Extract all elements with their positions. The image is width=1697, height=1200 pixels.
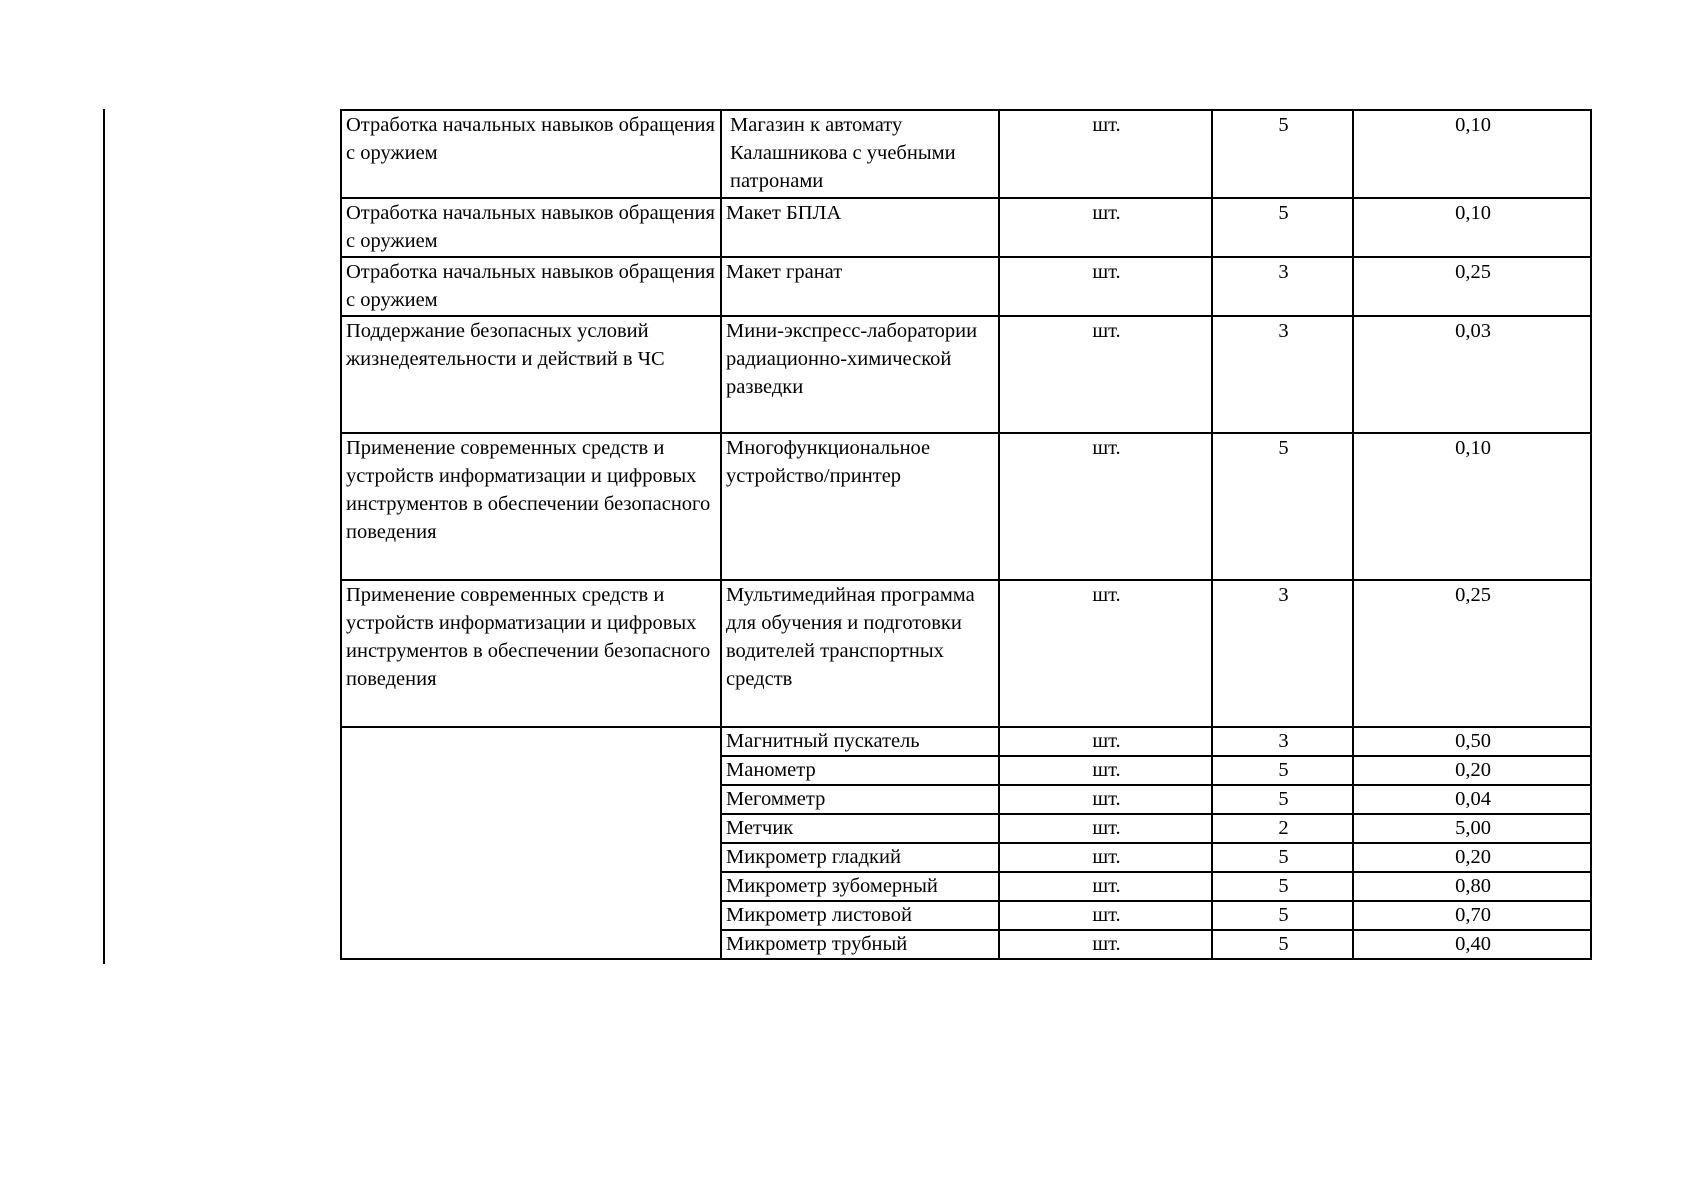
purpose-cell: Поддержание безопасных условий жизнедеятельности и действий в ЧС	[341, 316, 721, 433]
quantity-cell: 5	[1212, 433, 1353, 580]
norm-cell: 0,40	[1353, 930, 1591, 959]
quantity-cell: 2	[1212, 814, 1353, 843]
norm-cell: 0,10	[1353, 110, 1591, 198]
item-name-cell: Мини-экспресс-лаборатории радиационно-химической разведки	[721, 316, 999, 433]
purpose-cell: Применение современных средств и устройств информатизации и цифровых инструментов в обеспечении безопасного поведения	[341, 433, 721, 580]
item-name-cell: Магазин к автомату Калашникова с учебными патронами	[721, 110, 999, 198]
table-row	[341, 198, 1591, 257]
norm-cell: 0,03	[1353, 316, 1591, 433]
quantity-cell: 5	[1212, 872, 1353, 901]
purpose-cell: Применение современных средств и устройств информатизации и цифровых инструментов в обеспечении безопасного поведения	[341, 580, 721, 727]
norm-cell: 0,10	[1353, 433, 1591, 580]
quantity-cell: 3	[1212, 580, 1353, 727]
unit-cell: шт.	[999, 872, 1212, 901]
purpose-cell: Отработка начальных навыков обращения с оружием	[341, 257, 721, 316]
quantity-cell: 5	[1212, 198, 1353, 257]
norm-cell: 0,25	[1353, 580, 1591, 727]
item-name-cell: Мегомметр	[721, 785, 999, 814]
norm-cell: 0,20	[1353, 756, 1591, 785]
unit-cell: шт.	[999, 930, 1212, 959]
unit-cell: шт.	[999, 257, 1212, 316]
table-row	[341, 727, 1591, 756]
item-name-cell: Микрометр трубный	[721, 930, 999, 959]
quantity-cell: 5	[1212, 110, 1353, 198]
unit-cell: шт.	[999, 316, 1212, 433]
quantity-cell: 5	[1212, 756, 1353, 785]
unit-cell: шт.	[999, 727, 1212, 756]
item-name-cell: Многофункциональное устройство/принтер	[721, 433, 999, 580]
item-name-cell: Магнитный пускатель	[721, 727, 999, 756]
norm-cell: 0,04	[1353, 785, 1591, 814]
quantity-cell: 3	[1212, 316, 1353, 433]
quantity-cell: 5	[1212, 901, 1353, 930]
table-row	[341, 110, 1591, 198]
unit-cell: шт.	[999, 580, 1212, 727]
quantity-cell: 5	[1212, 930, 1353, 959]
item-name-cell: Микрометр зубомерный	[721, 872, 999, 901]
unit-cell: шт.	[999, 814, 1212, 843]
unit-cell: шт.	[999, 756, 1212, 785]
item-name-cell: Микрометр листовой	[721, 901, 999, 930]
empty-purpose-cell	[341, 727, 721, 959]
table-row	[341, 433, 1591, 580]
norm-cell: 5,00	[1353, 814, 1591, 843]
norm-cell: 0,80	[1353, 872, 1591, 901]
unit-cell: шт.	[999, 433, 1212, 580]
unit-cell: шт.	[999, 198, 1212, 257]
norm-cell: 0,70	[1353, 901, 1591, 930]
item-name-cell: Микрометр гладкий	[721, 843, 999, 872]
equipment-table	[340, 109, 1592, 960]
table-row	[341, 257, 1591, 316]
item-name-cell: Макет гранат	[721, 257, 999, 316]
quantity-cell: 5	[1212, 843, 1353, 872]
norm-cell: 0,10	[1353, 198, 1591, 257]
table-row	[341, 316, 1591, 433]
left-border-line	[103, 109, 105, 964]
table-row	[341, 580, 1591, 727]
item-name-cell: Макет БПЛА	[721, 198, 999, 257]
unit-cell: шт.	[999, 901, 1212, 930]
norm-cell: 0,20	[1353, 843, 1591, 872]
quantity-cell: 3	[1212, 257, 1353, 316]
unit-cell: шт.	[999, 110, 1212, 198]
unit-cell: шт.	[999, 785, 1212, 814]
item-name-cell: Метчик	[721, 814, 999, 843]
item-name-cell: Манометр	[721, 756, 999, 785]
quantity-cell: 3	[1212, 727, 1353, 756]
quantity-cell: 5	[1212, 785, 1353, 814]
norm-cell: 0,50	[1353, 727, 1591, 756]
item-name-cell: Мультимедийная программа для обучения и подготовки водителей транспортных средств	[721, 580, 999, 727]
purpose-cell: Отработка начальных навыков обращения с оружием	[341, 198, 721, 257]
unit-cell: шт.	[999, 843, 1212, 872]
purpose-cell: Отработка начальных навыков обращения с оружием	[341, 110, 721, 198]
norm-cell: 0,25	[1353, 257, 1591, 316]
